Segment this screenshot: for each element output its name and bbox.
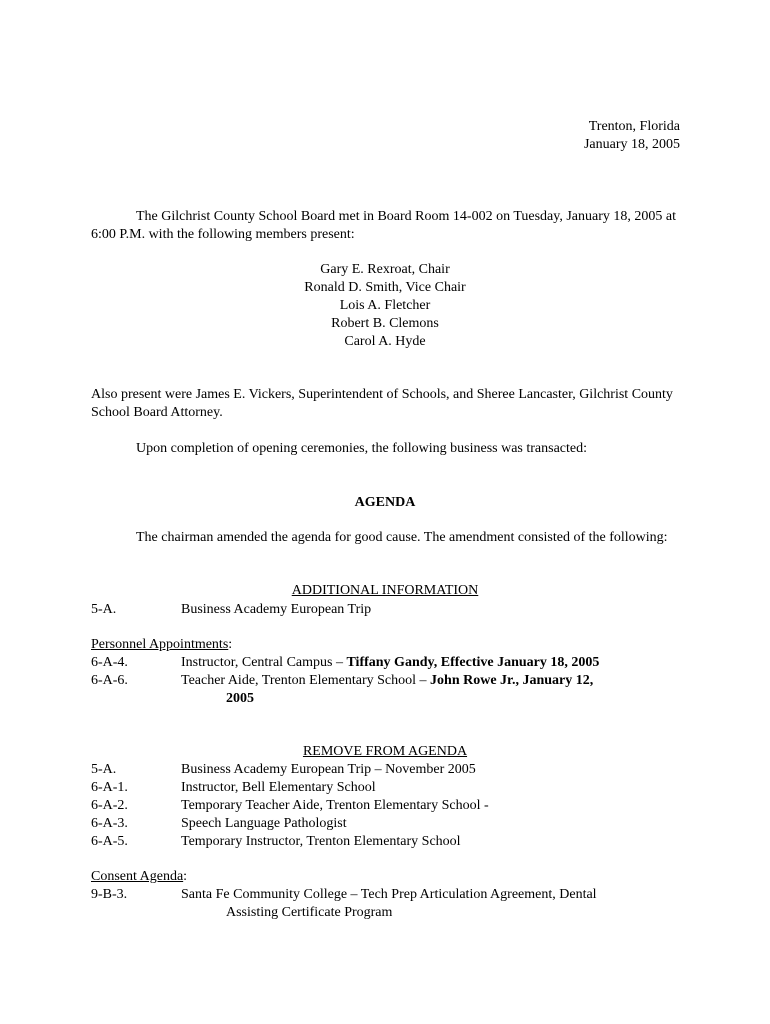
remove-item	[91, 815, 691, 833]
item-text	[181, 654, 599, 672]
additional-information-heading: ADDITIONAL INFORMATION	[291, 583, 479, 598]
additional-item	[91, 601, 691, 619]
consent-item-continuation: Assisting Certificate Program	[226, 905, 393, 920]
item-text	[181, 672, 593, 690]
member-3: Lois A. Fletcher	[339, 298, 431, 313]
amendment-paragraph: The chairman amended the agenda for good cause. The amendment consisted of the following:	[136, 530, 668, 545]
item-number: 6-A-5.	[91, 834, 128, 849]
personnel-item-continuation: 2005	[226, 691, 254, 706]
item-text: Business Academy European Trip	[181, 602, 372, 617]
item-number: 6-A-3.	[91, 816, 128, 831]
item-text: Business Academy European Trip – November 2005	[181, 762, 476, 777]
item-number: 6-A-2.	[91, 798, 128, 813]
remove-from-agenda-heading: REMOVE FROM AGENDA	[302, 744, 468, 759]
header-date: January 18, 2005	[583, 137, 680, 152]
agenda-heading: AGENDA	[354, 495, 416, 510]
item-number: 6-A-6.	[91, 673, 128, 688]
remove-item	[91, 779, 691, 797]
opening-paragraph: Upon completion of opening ceremonies, the following business was transacted:	[136, 441, 588, 456]
personnel-heading-colon: :	[228, 637, 233, 652]
member-5: Carol A. Hyde	[344, 334, 426, 349]
item-number: 6-A-4.	[91, 655, 128, 670]
member-2: Ronald D. Smith, Vice Chair	[304, 280, 466, 295]
item-text: Speech Language Pathologist	[181, 816, 347, 831]
intro-paragraph: The Gilchrist County School Board met in Board Room 14-002 on Tuesday, January 18, 2005 at 6:00 P.M. with the following members present:	[91, 209, 676, 242]
personnel-appointments-heading	[91, 636, 232, 654]
item-number: 6-A-1.	[91, 780, 128, 795]
member-4: Robert B. Clemons	[331, 316, 439, 331]
consent-agenda-heading	[91, 868, 187, 886]
member-1: Gary E. Rexroat, Chair	[320, 262, 450, 277]
remove-item	[91, 833, 691, 851]
item-text-plain: Teacher Aide, Trenton Elementary School –	[181, 673, 431, 688]
item-text-plain: Instructor, Central Campus –	[181, 655, 347, 670]
item-text: Temporary Instructor, Trenton Elementary School	[181, 834, 461, 849]
item-number: 9-B-3.	[91, 887, 128, 902]
remove-item	[91, 761, 691, 779]
personnel-item	[91, 672, 691, 690]
consent-heading-colon: :	[183, 869, 188, 884]
item-text: Instructor, Bell Elementary School	[181, 780, 376, 795]
header-location: Trenton, Florida	[588, 119, 680, 134]
remove-item	[91, 797, 691, 815]
personnel-item	[91, 654, 691, 672]
item-number: 5-A.	[91, 602, 117, 617]
consent-item	[91, 886, 691, 904]
item-text: Temporary Teacher Aide, Trenton Elementary School -	[181, 798, 489, 813]
consent-heading-text: Consent Agenda	[91, 869, 184, 884]
item-text: Santa Fe Community College – Tech Prep Articulation Agreement, Dental	[181, 887, 597, 902]
item-number: 5-A.	[91, 762, 117, 777]
item-text-bold: John Rowe Jr., January 12,	[430, 673, 594, 688]
personnel-heading-text: Personnel Appointments	[91, 637, 229, 652]
item-text-bold: Tiffany Gandy, Effective January 18, 2005	[346, 655, 600, 670]
also-present-paragraph: Also present were James E. Vickers, Superintendent of Schools, and Sheree Lancaster, Gilchrist County School Board Attorney.	[91, 387, 673, 420]
